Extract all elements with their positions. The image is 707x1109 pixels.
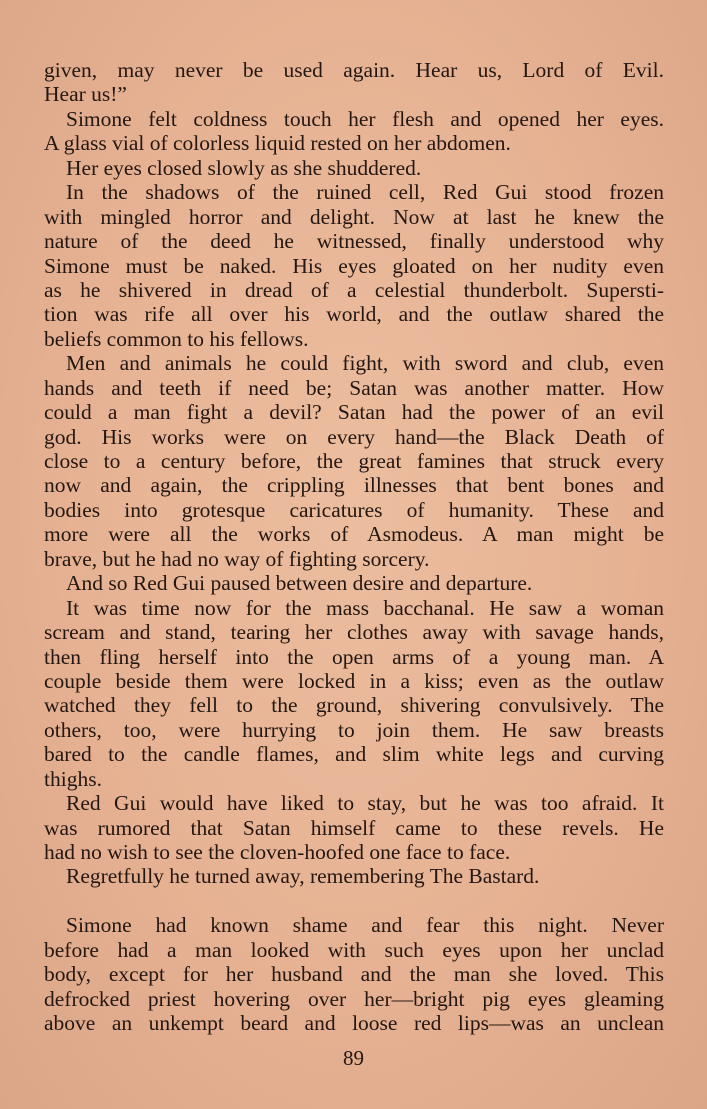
text-line: Simone had known shame and fear this night. Never [66, 913, 664, 938]
text-line: Simone must be naked. His eyes gloated on her nudity even [44, 253, 664, 278]
text-line: Her eyes closed slowly as she shuddered. [66, 155, 422, 180]
paragraph [44, 913, 664, 1035]
text-line: was rumored that Satan himself came to these revels. He [44, 815, 664, 840]
text-line: Regretfully he turned away, remembering The Bastard. [66, 864, 540, 889]
text-line: then fling herself into the open arms of a young man. A [44, 644, 664, 669]
text-line: others, too, were hurrying to join them. He saw breasts [44, 717, 664, 742]
body-text [44, 58, 664, 1036]
text-line: defrocked priest hovering over her—bright pig eyes gleaming [44, 986, 664, 1011]
text-line: hands and teeth if need be; Satan was another matter. How [44, 375, 664, 400]
paragraph [44, 791, 664, 864]
paragraph [44, 107, 664, 156]
text-line: with mingled horror and delight. Now at last he knew the [44, 204, 664, 229]
text-line: body, except for her husband and the man she loved. This [44, 962, 664, 987]
paragraph [44, 351, 664, 571]
text-line: brave, but he had no way of fighting sorcery. [44, 546, 430, 571]
text-line: scream and stand, tearing her clothes away with savage hands, [44, 620, 664, 645]
text-line: A glass vial of colorless liquid rested on her abdomen. [44, 131, 511, 156]
section-break [44, 889, 664, 913]
text-line: more were all the works of Asmodeus. A man might be [44, 522, 664, 547]
text-line: beliefs common to his fellows. [44, 326, 309, 351]
text-line: It was time now for the mass bacchanal. He saw a woman [66, 595, 664, 620]
text-line: bared to the candle flames, and slim white legs and curving [44, 742, 664, 767]
paragraph [44, 596, 664, 792]
page-number: 89 [343, 1046, 364, 1070]
text-line: bodies into grotesque caricatures of humanity. These and [44, 497, 664, 522]
text-line: And so Red Gui paused between desire and departure. [66, 571, 533, 596]
text-line: tion was rife all over his world, and the outlaw shared the [44, 302, 664, 327]
text-line: could a man fight a devil? Satan had the power of an evil [44, 400, 664, 425]
text-line: before had a man looked with such eyes upon her unclad [44, 937, 664, 962]
text-line: Simone felt coldness touch her flesh and opened her eyes. [66, 106, 664, 131]
text-line: Men and animals he could fight, with sword and club, even [66, 351, 664, 376]
paragraph [44, 180, 664, 351]
text-line: close to a century before, the great famines that struck every [44, 449, 664, 473]
paragraph [44, 571, 664, 595]
text-line: couple beside them were locked in a kiss; even as the outlaw [44, 668, 664, 693]
paragraph [44, 864, 664, 888]
text-line: god. His works were on every hand—the Black Death of [44, 424, 664, 449]
paragraph [44, 156, 664, 180]
text-line: now and again, the crippling illnesses that bent bones and [44, 473, 664, 498]
text-line: In the shadows of the ruined cell, Red Gui stood frozen [66, 180, 664, 205]
text-line: as he shivered in dread of a celestial thunderbolt. Supersti- [44, 277, 664, 302]
text-line: given, may never be used again. Hear us, Lord of Evil. [44, 58, 664, 82]
text-line: had no wish to see the cloven-hoofed one face to face. [44, 840, 511, 864]
paragraph [44, 58, 664, 107]
text-line: nature of the deed he witnessed, finally understood why [44, 229, 664, 254]
text-line: watched they fell to the ground, shivering convulsively. The [44, 693, 664, 718]
text-line: thighs. [44, 766, 102, 791]
text-line: above an unkempt beard and loose red lips—was an unclean [44, 1011, 664, 1036]
text-line: Hear us!” [44, 82, 127, 107]
text-line: Red Gui would have liked to stay, but he was too afraid. It [66, 791, 664, 816]
